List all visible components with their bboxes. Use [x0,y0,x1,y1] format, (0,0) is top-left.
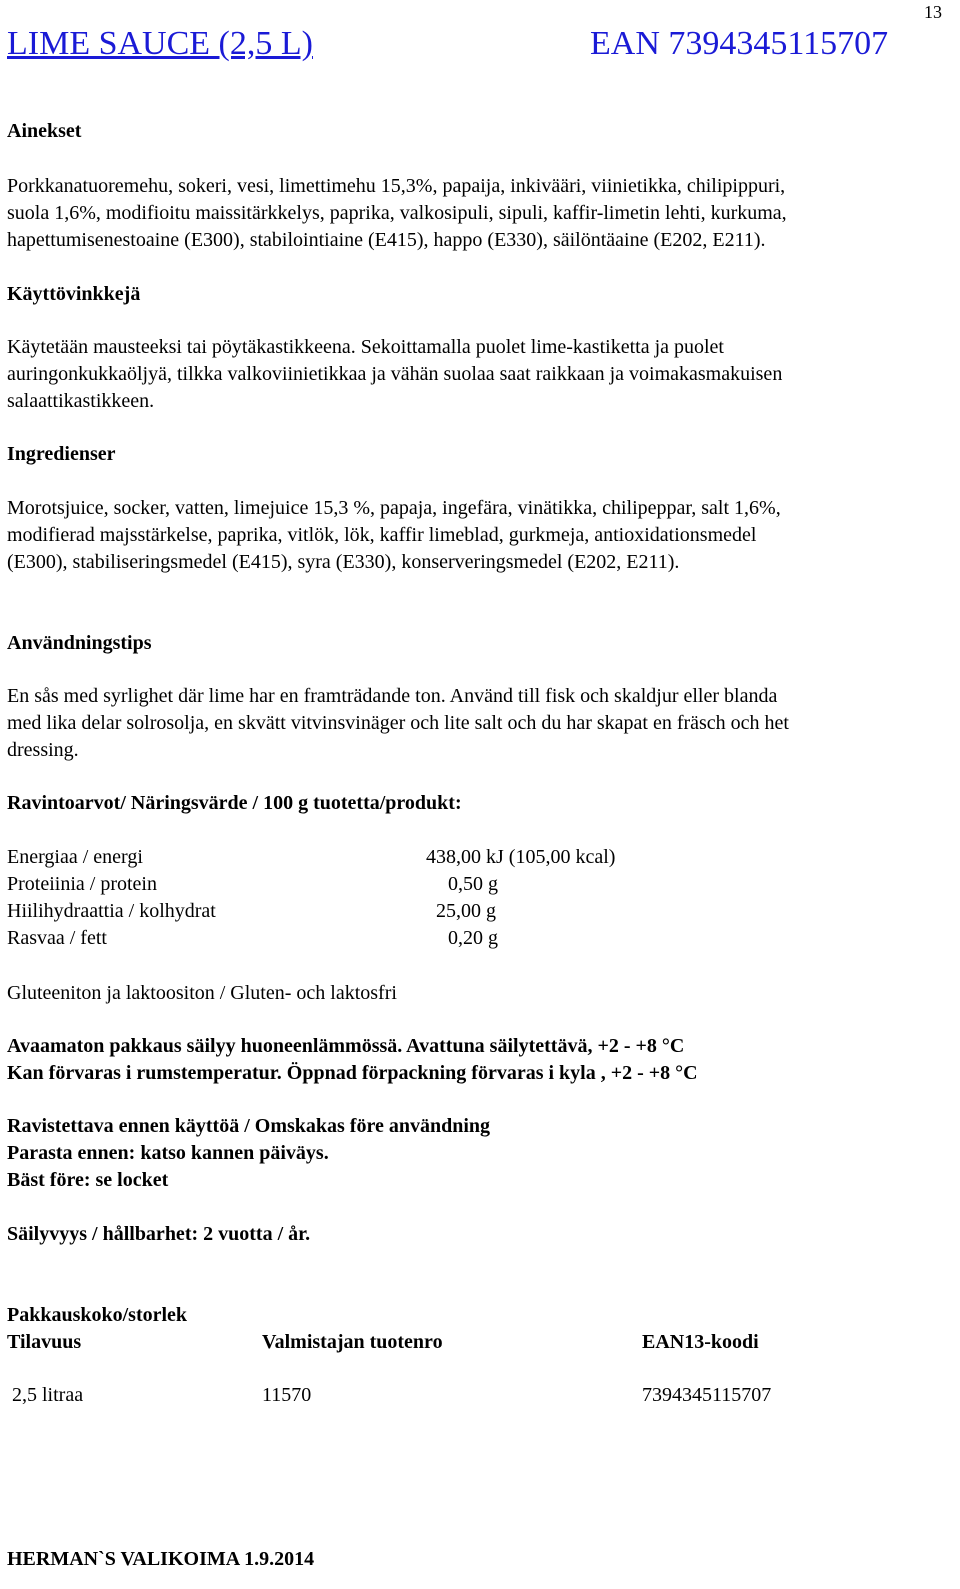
nutrition-label: Proteiinia / protein [7,873,157,895]
storage-line-sv: Kan förvaras i rumstemperatur. Öppnad förpackning förvaras i kyla , +2 - +8 °C [7,1062,698,1084]
usage-line: Ravistettava ennen käyttöä / Omskakas före användning [7,1115,491,1137]
shelf-life: Säilyvyys / hållbarhet: 2 vuotta / år. [7,1223,311,1245]
fi-tips-line: Käytetään mausteeksi tai pöytäkastikkeena. Sekoittamalla puolet lime-kastiketta ja puolet [7,336,724,358]
nutrition-label: Rasvaa / fett [7,927,107,949]
sv-ingredients-heading: Ingredienser [7,443,116,465]
sv-tips-line: dressing. [7,739,79,761]
fi-ingredients-heading: Ainekset [7,120,82,142]
fi-ingredients-line: hapettumisenestoaine (E300), stabilointiaine (E415), happo (E330), säilöntäaine (E202, E211). [7,229,766,251]
package-column-header: EAN13-koodi [642,1331,759,1353]
package-column-header: Tilavuus [7,1331,82,1353]
storage-line-fi: Avaamaton pakkaus säilyy huoneenlämmössä. Avattuna säilytettävä, +2 - +8 °C [7,1035,685,1057]
package-column-header: Valmistajan tuotenro [262,1331,443,1353]
fi-tips-heading: Käyttövinkkejä [7,283,141,305]
usage-line: Parasta ennen: katso kannen päiväys. [7,1142,329,1164]
gluten-note: Gluteeniton ja laktoositon / Gluten- och laktosfri [7,982,397,1004]
sv-tips-line: med lika delar solrosolja, en skvätt vitvinsvinäger och lite salt och du har skapat en fräsch och het [7,712,789,734]
package-value: 7394345115707 [642,1384,772,1406]
nutrition-value: 25,00 g [436,900,496,922]
footer: HERMAN`S VALIKOIMA 1.9.2014 [7,1548,315,1570]
page-number: 13 [924,2,942,22]
nutrition-value: 0,20 g [448,927,498,949]
sv-tips-line: En sås med syrlighet där lime har en framträdande ton. Använd till fisk och skaldjur eller blanda [7,685,778,707]
package-value: 2,5 litraa [12,1384,84,1406]
nutrition-value: 438,00 kJ (105,00 kcal) [426,846,616,868]
nutrition-value: 0,50 g [448,873,498,895]
nutrition-heading: Ravintoarvot/ Näringsvärde / 100 g tuotetta/produkt: [7,792,462,814]
package-heading: Pakkauskoko/storlek [7,1304,188,1326]
sv-ingredients-line: Morotsjuice, socker, vatten, limejuice 15,3 %, papaja, ingefära, vinätikka, chilipeppar, salt 1,6%, [7,497,781,519]
nutrition-label: Energiaa / energi [7,846,143,868]
fi-ingredients-line: suola 1,6%, modifioitu maissitärkkelys, paprika, valkosipuli, sipuli, kaffir-limetin lehti, kurkuma, [7,202,787,224]
product-title-link[interactable]: LIME SAUCE (2,5 L) [7,25,313,62]
sv-ingredients-line: (E300), stabiliseringsmedel (E415), syra (E330), konserveringsmedel (E202, E211). [7,551,680,573]
package-value: 11570 [262,1384,312,1406]
fi-tips-line: salaattikastikkeen. [7,390,155,412]
fi-tips-line: auringonkukkaöljyä, tilkka valkoviinietikkaa ja vähän suolaa saat raikkaan ja voimakasmakuisen [7,363,783,385]
sv-ingredients-line: modifierad majsstärkelse, paprika, vitlök, lök, kaffir limeblad, gurkmeja, antioxidationsmedel [7,524,757,546]
ean-title: EAN 7394345115707 [590,25,889,62]
nutrition-label: Hiilihydraattia / kolhydrat [7,900,216,922]
fi-ingredients-line: Porkkanatuoremehu, sokeri, vesi, limettimehu 15,3%, papaija, inkivääri, viinietikka, chilipippuri, [7,175,786,197]
usage-line: Bäst före: se locket [7,1169,169,1191]
sv-tips-heading: Användningstips [7,632,152,654]
